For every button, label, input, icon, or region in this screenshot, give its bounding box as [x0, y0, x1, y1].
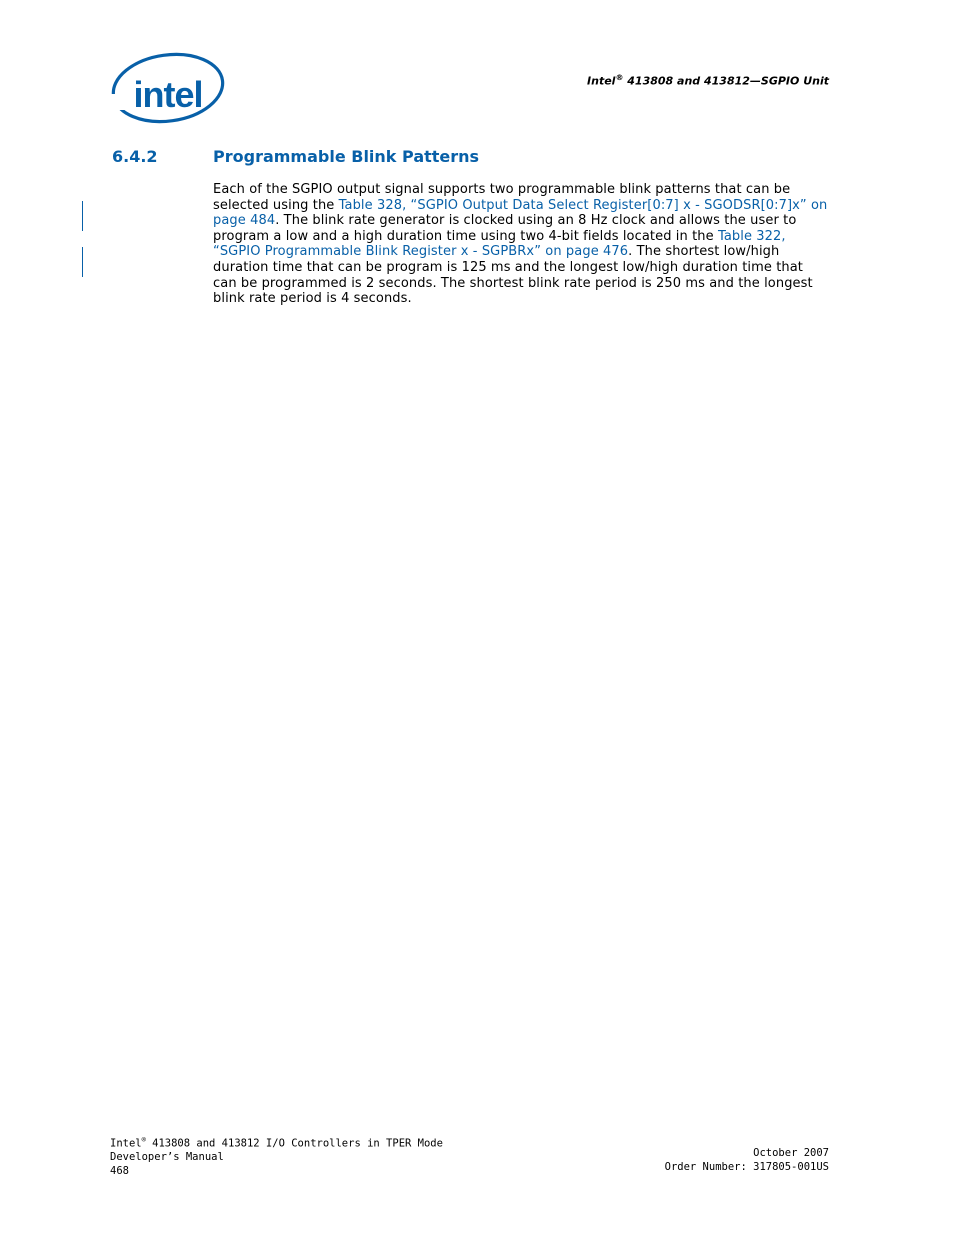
footer-right: [665, 1147, 829, 1174]
footer-date: October 2007: [753, 1147, 829, 1159]
footer-registered-mark: ®: [141, 1136, 146, 1144]
change-bar: [82, 201, 83, 231]
table-322-link[interactable]: Table 322, “SGPIO Programmable Blink Register x - SGPBRx” on page 476: [213, 228, 786, 260]
running-header-brand: Intel: [587, 74, 616, 88]
footer-brand: Intel: [110, 1137, 142, 1150]
intel-logo: [110, 50, 228, 128]
footer-page-number: 468: [110, 1164, 129, 1177]
intel-logo-mark: [110, 50, 228, 128]
footer-product-name: 413808 and 413812 I/O Controllers in TPER Mode: [145, 1137, 443, 1150]
running-header: [587, 73, 829, 88]
footer-order-number: Order Number: 317805-001US: [664, 1160, 829, 1173]
paragraph-text: Each of the SGPIO output signal supports two programmable blink patterns that can be selected using the: [213, 182, 791, 213]
section-title: Programmable Blink Patterns: [213, 147, 480, 166]
change-bar: [82, 247, 83, 277]
body-paragraph: [213, 182, 829, 307]
logo-wordmark: intel: [133, 74, 203, 115]
running-header-title: 413808 and 413812—SGPIO Unit: [623, 74, 829, 88]
section-heading: [112, 147, 479, 166]
paragraph-text: . The blink rate generator is clocked using an 8 Hz clock and allows the user to program a low and a high duration time using two 4-bit fields located in the: [213, 213, 797, 244]
paragraph-text: . The shortest low/high duration time that can be program is 125 ms and the longest low/high duration time that can be programmed is 2 seconds. The shortest blink rate period is 250 ms and the longest blink rate period is 4 seconds.: [213, 244, 813, 307]
running-header-registered-mark: ®: [615, 73, 624, 82]
footer-left: [110, 1134, 443, 1178]
footer-doc-type: Developer’s Manual: [110, 1151, 224, 1163]
table-328-link[interactable]: Table 328, “SGPIO Output Data Select Register[0:7] x - SGODSR[0:7]x” on page 484: [213, 197, 828, 229]
footer-product: [110, 1134, 443, 1151]
section-number: 6.4.2: [112, 147, 158, 166]
